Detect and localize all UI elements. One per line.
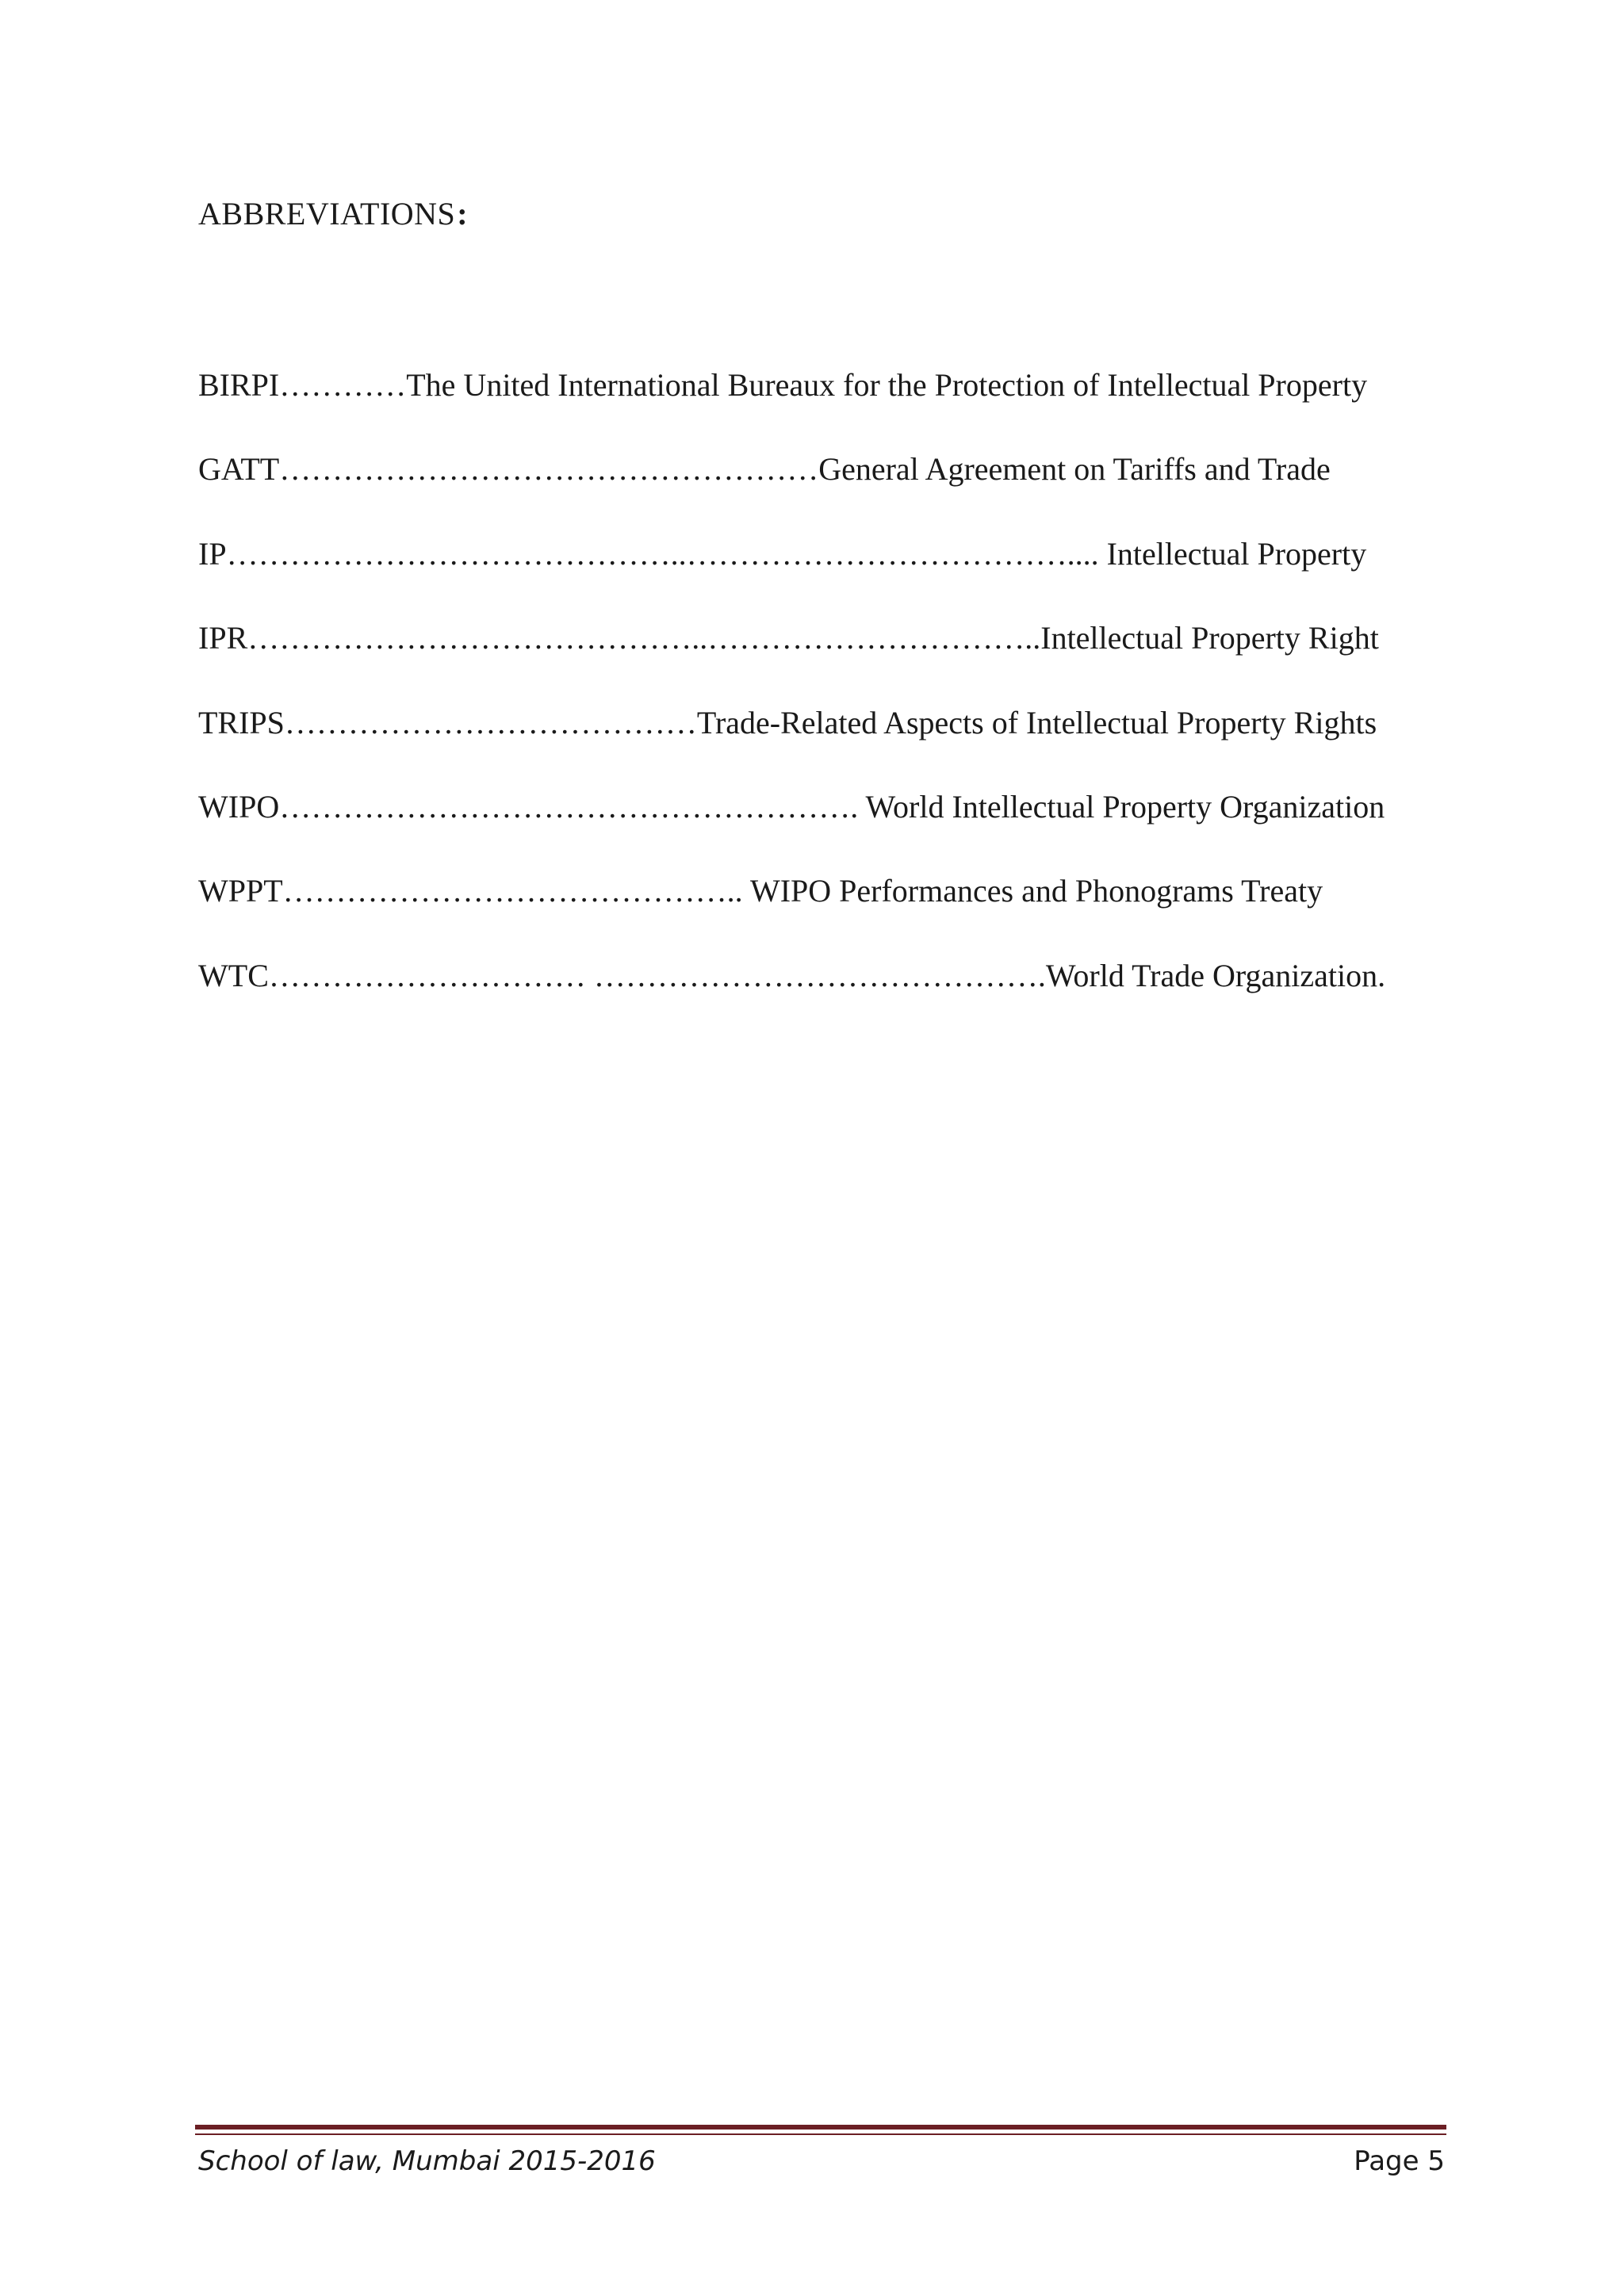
footer-page-number: Page 5 (1354, 2145, 1445, 2177)
abbreviation-birpi: BIRPI…………The United International Bureaux for the Protection of Intellectual Property (198, 367, 1368, 403)
footer-rule-thick (195, 2125, 1446, 2130)
abbreviation-trips: TRIPS…………………………………Trade-Related Aspects of Intellectual Property Rights (198, 705, 1377, 740)
footer-school-label: School of law, Mumbai 2015-2016 (198, 2145, 656, 2177)
abbreviation-wipo: WIPO………………………………………………. World Intellectual Property Organization (198, 789, 1385, 825)
footer-rule-thin (195, 2133, 1446, 2135)
abbreviation-wtc: WTC………………………… …………………………………….World Trade Organization. (198, 958, 1386, 993)
abbreviation-ip: IP……………………………………..……………………………….... Intellectual Property (198, 536, 1367, 572)
heading-text: ABBREVIATIONS (198, 196, 456, 232)
abbreviation-gatt: GATT……………………………………………General Agreement on Tariffs and Trade (198, 451, 1331, 487)
abbreviation-ipr: IPR……………………………………..…………………………..Intellectual Property Right (198, 620, 1379, 656)
abbreviation-wppt: WPPT…………………………………….. WIPO Performances and Phonograms Treaty (198, 873, 1323, 909)
abbreviations-heading (198, 195, 468, 232)
heading-colon: : (457, 196, 469, 232)
